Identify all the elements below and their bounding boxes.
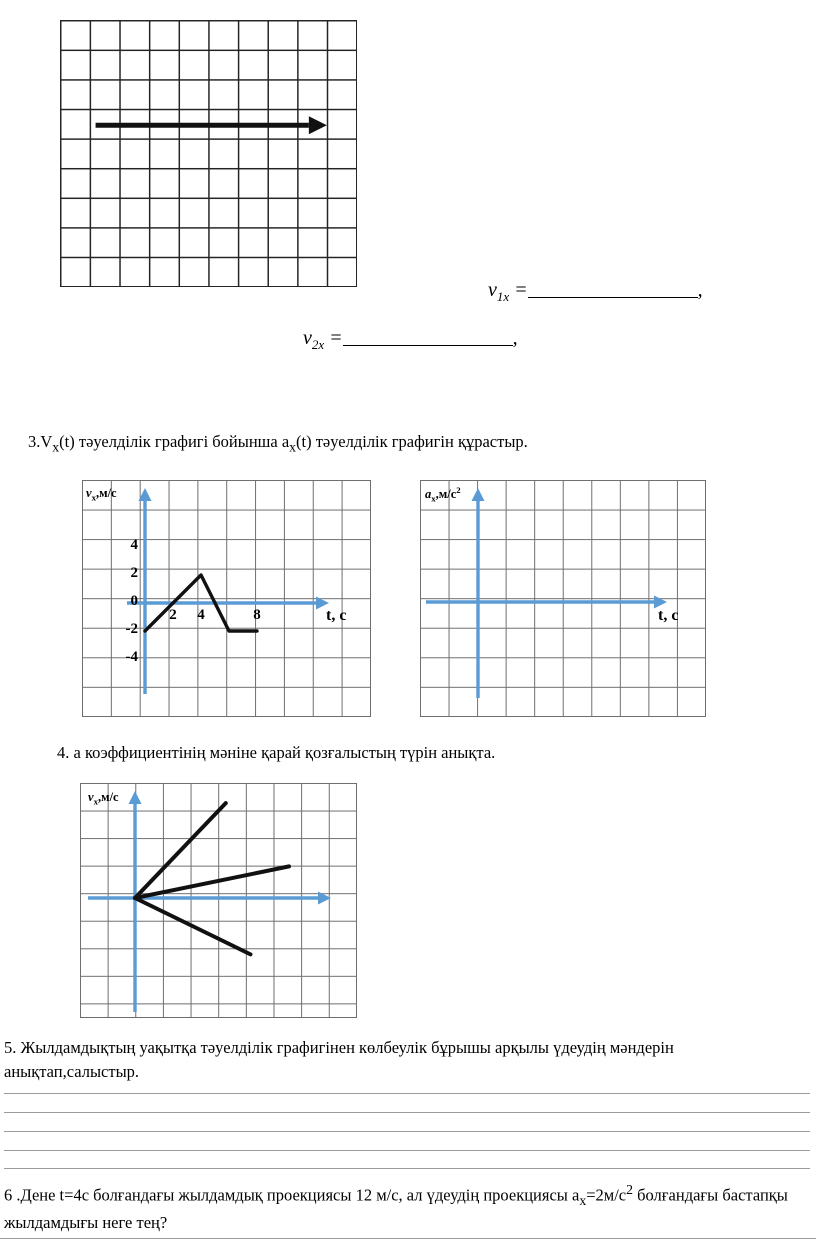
answer-line xyxy=(4,1112,810,1113)
question-6: 6 .Дене t=4с болғандағы жылдамдық проекциясы 12 м/с, ал үдеудің проекциясы $a_x=2м/с^2$ болғандағы бастапқы жылдамдығы неге тең? xyxy=(4,1182,788,1232)
xtick-8: 8 xyxy=(253,607,261,623)
answer-line xyxy=(4,1168,810,1169)
answer-line xyxy=(4,1150,810,1151)
chart-ax-t xyxy=(420,480,706,717)
formula-v1x-answer-blank xyxy=(528,295,698,298)
formula-v1x xyxy=(488,279,703,305)
formula-v2x-tail: , xyxy=(512,327,518,349)
t-axis-label: t, c xyxy=(658,607,679,624)
ytick-m4: -4 xyxy=(125,649,138,665)
ytick-0: 0 xyxy=(130,593,138,609)
answer-line xyxy=(0,1238,816,1239)
ytick-4: 4 xyxy=(130,537,138,553)
formula-v2x xyxy=(303,327,518,353)
formula-v2x-answer-blank xyxy=(343,343,513,346)
v-fan-plot xyxy=(80,783,357,1018)
chart-vx-t xyxy=(82,480,371,717)
vx-axis-label: $v_x,м/с$ xyxy=(86,486,117,503)
xtick-4: 4 xyxy=(197,607,205,623)
vector-grid-figure xyxy=(60,20,357,287)
formula-v1x-sub: 1x xyxy=(496,289,510,304)
question-4: 4. а коэффициентінің мәніне қарай қозғалыстың түрін анықта. xyxy=(57,743,496,762)
answer-line xyxy=(4,1093,810,1094)
xtick-2: 2 xyxy=(169,607,177,623)
chart-v-fan xyxy=(80,783,357,1018)
ytick-2: 2 xyxy=(130,565,138,581)
vector-arrow xyxy=(60,20,357,287)
vx-axis-label: $v_x,м/с$ xyxy=(88,790,119,807)
formula-v1x-tail: , xyxy=(697,279,703,301)
formula-v2x-base: v xyxy=(303,327,312,349)
formula-v1x-equals: = xyxy=(509,279,528,301)
ax-t-axes xyxy=(420,480,706,717)
formula-v2x-sub: 2x xyxy=(311,337,325,352)
ax-axis-label: $a_x,м/с^2$ xyxy=(425,485,461,504)
answer-line xyxy=(4,1131,810,1132)
ytick-m2: -2 xyxy=(125,621,138,637)
formula-v2x-equals: = xyxy=(324,327,343,349)
question-3: $3.V_x(t)$ тәуелділік графигі бойынша $a_x(t)$ тәуелділік графигін құрастыр. xyxy=(28,432,528,455)
formula-v1x-base: v xyxy=(488,279,497,301)
question-5: 5. Жылдамдықтың уақытқа тәуелділік графигінен көлбеулік бұрышы арқылы үдеудің мәндерін анықтап,салыстыр. xyxy=(4,1038,674,1081)
t-axis-label: t, c xyxy=(326,607,347,624)
